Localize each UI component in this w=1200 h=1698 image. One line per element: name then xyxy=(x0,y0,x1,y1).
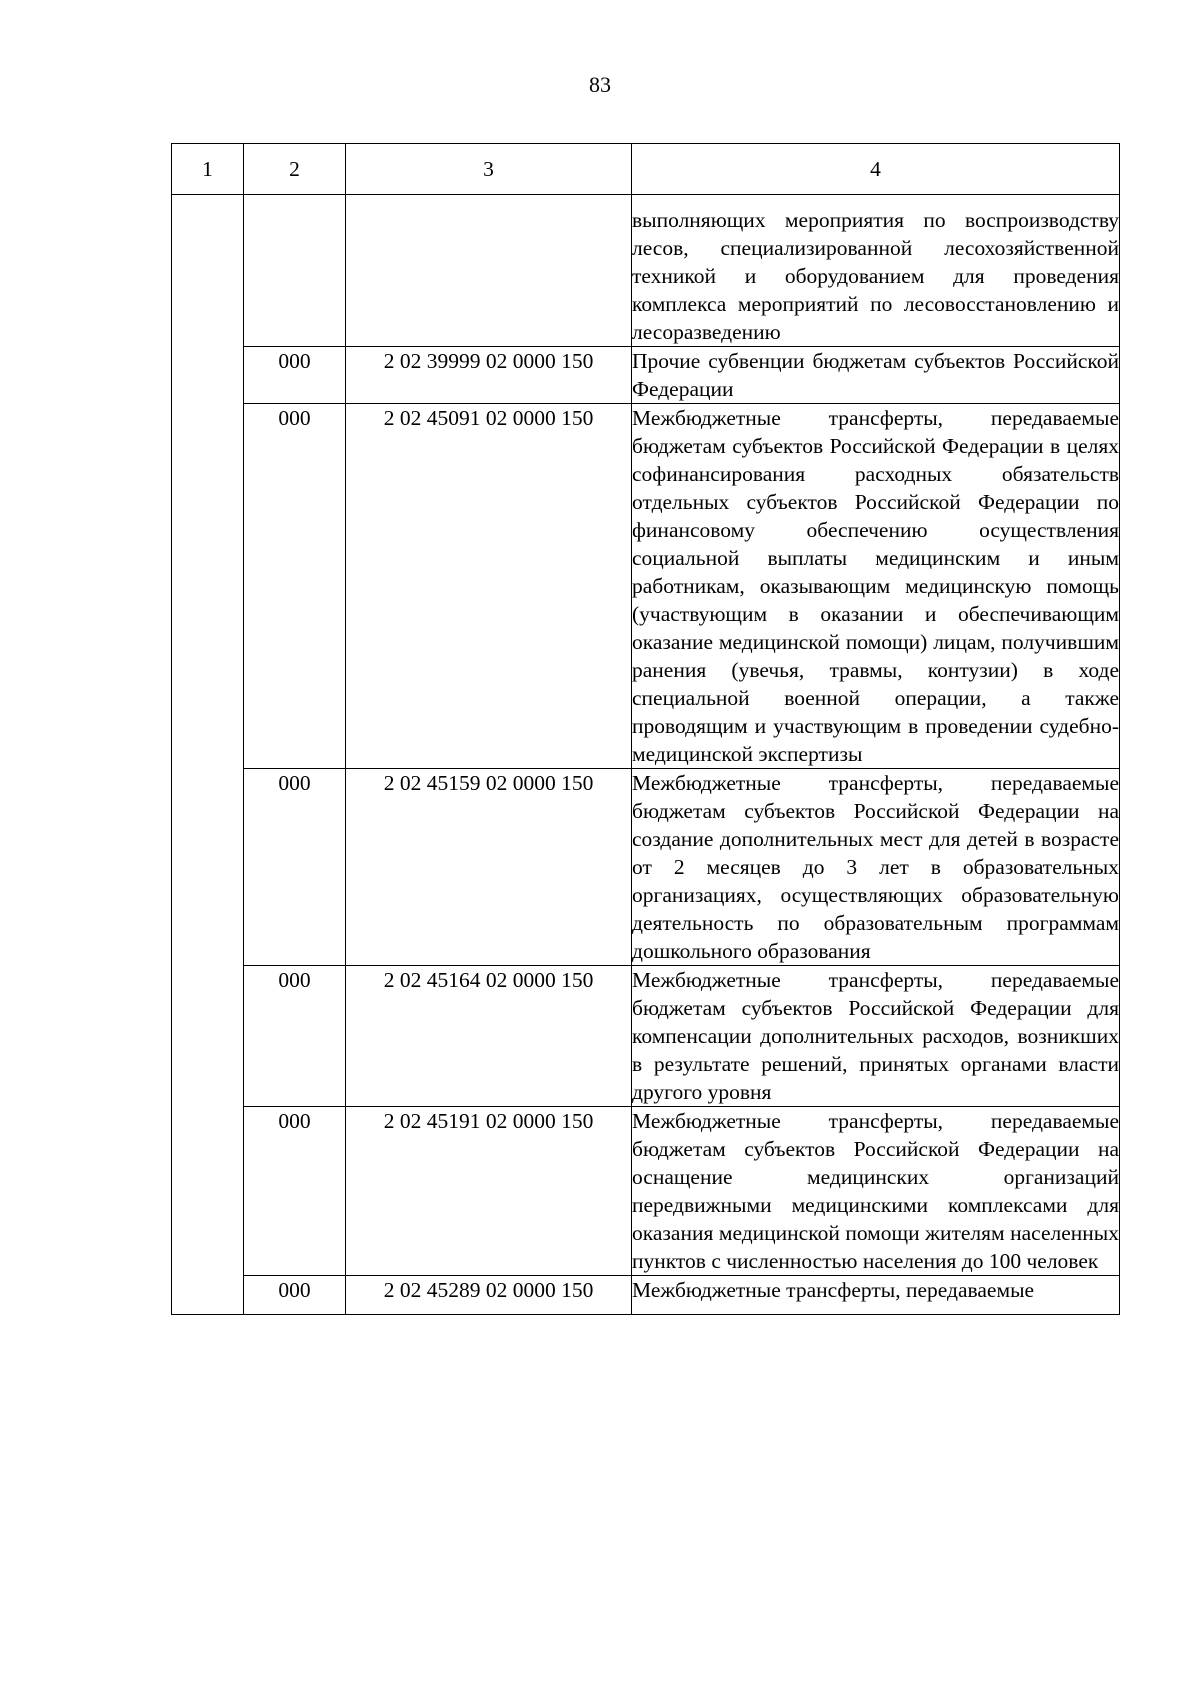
header-col-1: 1 xyxy=(172,144,244,195)
table-row xyxy=(172,195,1120,347)
admin-code-cell: 000 xyxy=(244,1276,346,1315)
table-row xyxy=(172,1107,1120,1276)
admin-code-cell: 000 xyxy=(244,769,346,966)
header-row xyxy=(172,144,1120,195)
description-cell xyxy=(632,404,1120,769)
header-col-2: 2 xyxy=(244,144,346,195)
description-text: Межбюджетные трансферты, передаваемые бюджетам субъектов Российской Федерации на оснащение медицинских организаций передвижными медицинскими комплексами для оказания медицинской помощи жителям населенных пунктов с численностью населения до 100 человек xyxy=(632,1109,1119,1273)
kbk-cell: 2 02 45159 02 0000 150 xyxy=(346,769,632,966)
table-body xyxy=(172,195,1120,1315)
table-row xyxy=(172,1276,1120,1315)
admin-code-cell xyxy=(244,195,346,347)
page-number: 83 xyxy=(589,72,611,97)
description-cell xyxy=(632,769,1120,966)
description-text: Межбюджетные трансферты, передаваемые xyxy=(632,1278,1035,1302)
table-row xyxy=(172,966,1120,1107)
header-col-4: 4 xyxy=(632,144,1120,195)
kbk-cell: 2 02 45289 02 0000 150 xyxy=(346,1276,632,1315)
description-text: выполняющих мероприятия по воспроизводству лесов, специализированной лесохозяйственной техникой и оборудованием для проведения комплекса мероприятий по лесовосстановлению и лесоразведению xyxy=(632,208,1119,344)
budget-codes-table xyxy=(171,143,1120,1315)
description-text: Межбюджетные трансферты, передаваемые бюджетам субъектов Российской Федерации в целях софинансирования расходных обязательств отдельных субъектов Российской Федерации по финансовому обеспечению осуществления социальной выплаты медицинским и иным работникам, оказывающим медицинскую помощь (участвующим в оказании и обеспечивающим оказание медицинской помощи) лицам, получившим ранения (увечья, травмы, контузии) в ходе специальной военной операции, а также проводящим и участвующим в проведении судебно-медицинской экспертизы xyxy=(632,406,1119,766)
admin-code-cell: 000 xyxy=(244,1107,346,1276)
description-text: Межбюджетные трансферты, передаваемые бюджетам субъектов Российской Федерации на создание дополнительных мест для детей в возрасте от 2 месяцев до 3 лет в образовательных организациях, осуществляющих образовательную деятельность по образовательным программам дошкольного образования xyxy=(632,771,1119,963)
admin-code-cell: 000 xyxy=(244,347,346,404)
table-row xyxy=(172,404,1120,769)
kbk-cell xyxy=(346,195,632,347)
description-text: Межбюджетные трансферты, передаваемые бюджетам субъектов Российской Федерации для компенсации дополнительных расходов, возникших в результате решений, принятых органами власти другого уровня xyxy=(632,968,1119,1104)
description-cell xyxy=(632,1276,1120,1315)
table-header xyxy=(172,144,1120,195)
kbk-cell: 2 02 45191 02 0000 150 xyxy=(346,1107,632,1276)
description-cell xyxy=(632,347,1120,404)
table-row xyxy=(172,769,1120,966)
admin-code-cell: 000 xyxy=(244,404,346,769)
table-row xyxy=(172,347,1120,404)
header-col-3: 3 xyxy=(346,144,632,195)
admin-code-cell: 000 xyxy=(244,966,346,1107)
kbk-cell: 2 02 39999 02 0000 150 xyxy=(346,347,632,404)
description-cell xyxy=(632,1107,1120,1276)
description-text: Прочие субвенции бюджетам субъектов Российской Федерации xyxy=(632,349,1119,401)
description-cell xyxy=(632,195,1120,347)
kbk-cell: 2 02 45164 02 0000 150 xyxy=(346,966,632,1107)
kbk-cell: 2 02 45091 02 0000 150 xyxy=(346,404,632,769)
col1-merged-cell xyxy=(172,195,244,1315)
description-cell xyxy=(632,966,1120,1107)
